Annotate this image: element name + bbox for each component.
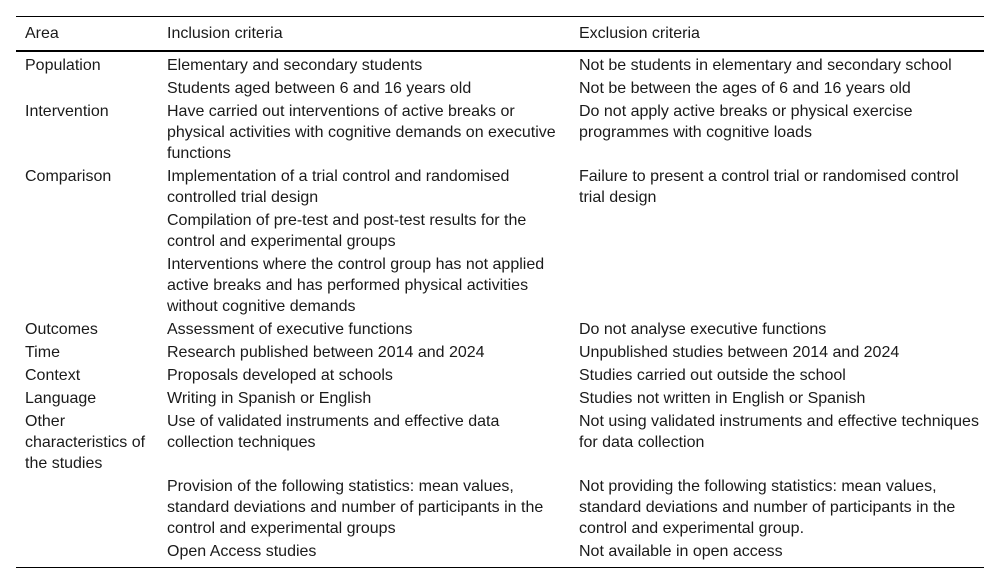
table-row bbox=[16, 410, 984, 475]
header-inclusion-criteria: Inclusion criteria bbox=[167, 25, 283, 42]
area-cell bbox=[16, 254, 158, 317]
table-row bbox=[16, 77, 984, 100]
exclusion-cell bbox=[570, 210, 984, 252]
area-cell: Outcomes bbox=[25, 321, 98, 338]
inclusion-cell: Assessment of executive functions bbox=[167, 321, 413, 338]
exclusion-cell: Not available in open access bbox=[579, 543, 783, 560]
table-row bbox=[16, 209, 984, 253]
table-body bbox=[16, 52, 984, 567]
criteria-table bbox=[16, 16, 984, 568]
exclusion-cell: Studies not written in English or Spanish bbox=[579, 390, 866, 407]
area-cell: Other characteristics of the studies bbox=[25, 413, 146, 472]
table-row bbox=[16, 540, 984, 567]
header-exclusion-criteria: Exclusion criteria bbox=[579, 25, 700, 42]
table-row bbox=[16, 54, 984, 77]
table-row bbox=[16, 318, 984, 341]
inclusion-cell: Elementary and secondary students bbox=[167, 57, 423, 74]
inclusion-cell: Compilation of pre-test and post-test results for the control and experimental groups bbox=[167, 212, 527, 250]
inclusion-cell: Have carried out interventions of active breaks or physical activities with cognitive demands on executive functions bbox=[167, 103, 556, 162]
table-row bbox=[16, 253, 984, 318]
area-cell: Population bbox=[25, 57, 101, 74]
inclusion-cell: Open Access studies bbox=[167, 543, 317, 560]
area-cell: Intervention bbox=[25, 103, 109, 120]
exclusion-cell: Failure to present a control trial or randomised control trial design bbox=[579, 168, 959, 206]
table-row bbox=[16, 165, 984, 209]
exclusion-cell: Do not analyse executive functions bbox=[579, 321, 827, 338]
area-cell: Context bbox=[25, 367, 81, 384]
inclusion-cell: Provision of the following statistics: mean values, standard deviations and number of participants in the control and experimental groups bbox=[167, 478, 544, 537]
inclusion-cell: Proposals developed at schools bbox=[167, 367, 393, 384]
table-row bbox=[16, 100, 984, 165]
table-header-row bbox=[16, 17, 984, 52]
header-area: Area bbox=[25, 25, 59, 42]
table-row bbox=[16, 475, 984, 540]
inclusion-cell: Research published between 2014 and 2024 bbox=[167, 344, 485, 361]
table-row bbox=[16, 364, 984, 387]
area-cell bbox=[16, 476, 158, 539]
area-cell bbox=[16, 541, 158, 562]
table-row bbox=[16, 341, 984, 364]
area-cell: Language bbox=[25, 390, 97, 407]
inclusion-cell: Use of validated instruments and effective data collection techniques bbox=[167, 413, 500, 451]
inclusion-cell: Interventions where the control group has not applied active breaks and has performed physical activities without cognitive demands bbox=[167, 256, 545, 315]
area-cell bbox=[16, 210, 158, 252]
area-cell: Comparison bbox=[25, 168, 112, 185]
exclusion-cell: Studies carried out outside the school bbox=[579, 367, 846, 384]
area-cell bbox=[16, 78, 158, 99]
inclusion-cell: Students aged between 6 and 16 years old bbox=[167, 80, 472, 97]
exclusion-cell: Not be students in elementary and secondary school bbox=[579, 57, 952, 74]
exclusion-cell: Do not apply active breaks or physical exercise programmes with cognitive loads bbox=[579, 103, 913, 141]
exclusion-cell: Unpublished studies between 2014 and 2024 bbox=[579, 344, 900, 361]
inclusion-cell: Implementation of a trial control and randomised controlled trial design bbox=[167, 168, 510, 206]
exclusion-cell bbox=[570, 254, 984, 317]
table-row bbox=[16, 387, 984, 410]
exclusion-cell: Not be between the ages of 6 and 16 years old bbox=[579, 80, 911, 97]
inclusion-cell: Writing in Spanish or English bbox=[167, 390, 372, 407]
exclusion-cell: Not providing the following statistics: mean values, standard deviations and number of participants in the control and experimental group. bbox=[579, 478, 956, 537]
area-cell: Time bbox=[25, 344, 60, 361]
exclusion-cell: Not using validated instruments and effective techniques for data collection bbox=[579, 413, 979, 451]
